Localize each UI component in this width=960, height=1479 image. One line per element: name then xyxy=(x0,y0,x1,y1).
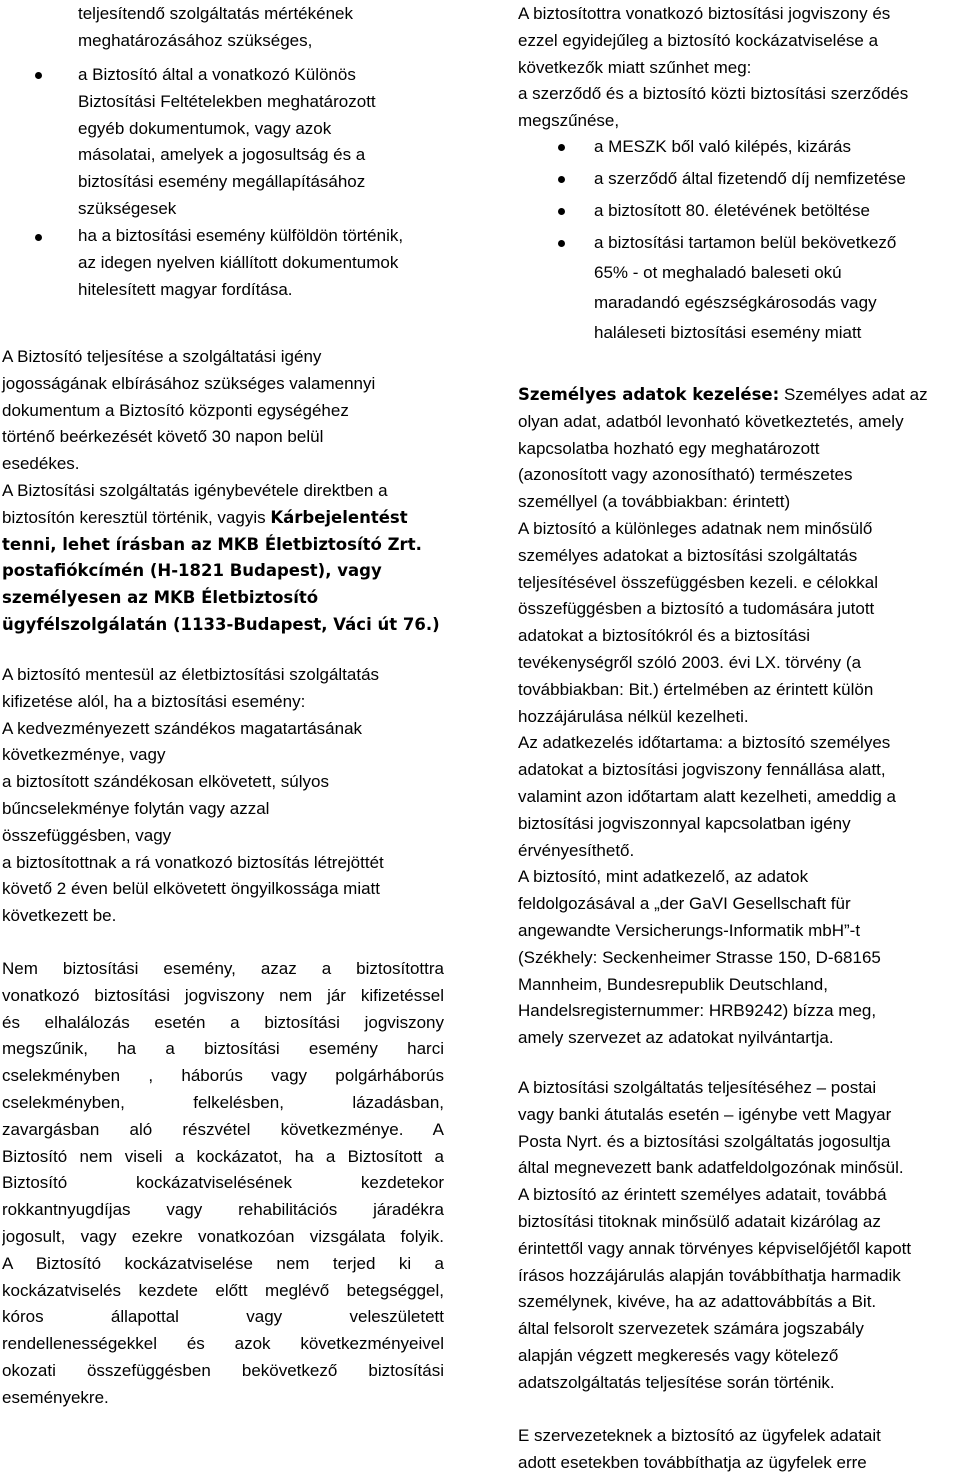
text-line: megszűnése, xyxy=(518,111,620,131)
text-line: következménye, vagy xyxy=(2,745,166,765)
text-line: A kedvezményezett szándékos magatartásának xyxy=(2,718,363,738)
text-line: adatokat a biztosítókról és a biztosítási xyxy=(518,626,810,646)
text-line: által felsorolt szervezetek számára jogszabály xyxy=(518,1319,864,1339)
text-line: A biztosító az érintett személyes adatait, továbbá xyxy=(518,1185,887,1205)
text-line: A biztosító, mint adatkezelő, az adatok xyxy=(518,867,809,887)
text-line: a biztosított 80. életévének betöltése xyxy=(594,201,870,220)
bullet-icon xyxy=(35,72,42,79)
text-line: adatokat a biztosítási jogviszony fennállása alatt, xyxy=(518,760,886,780)
text-line: kifizetése alól, ha a biztosítási esemény: xyxy=(2,691,306,711)
text-line: maradandó egészségkárosodás vagy xyxy=(594,293,877,312)
text-line: Handelsregisternummer: HRB9242) bízza meg, xyxy=(518,1001,877,1021)
bold-text-line: tenni, lehet írásban az MKB Életbiztosító Zrt. xyxy=(2,534,422,554)
text-line: érintettől vagy annak törvényes képviselőjétől kapott xyxy=(518,1238,912,1258)
text-line: angewandte Versicherungs-Informatik mbH”-t xyxy=(518,921,861,940)
text-line: eseményekre. xyxy=(2,1387,109,1407)
text-line: szükségesek xyxy=(78,199,177,218)
text-line: ha a biztosítási esemény külföldön történik, xyxy=(78,226,404,245)
text-line: megszűnik, ha a biztosítási esemény harci xyxy=(2,1039,444,1059)
bold-text-line: személyesen az MKB Életbiztosító xyxy=(2,588,319,608)
bullet-icon xyxy=(558,240,565,247)
text-line: személlyel (a továbbiakban: érintett) xyxy=(518,492,791,512)
text-line: (Székhely: Seckenheimer Strasse 150, D-68165 xyxy=(518,947,881,967)
bold-text-line: postafiókcímén (H-1821 Budapest), vagy xyxy=(2,561,382,581)
text-line: alapján végzett megkeresés vagy kötelező xyxy=(518,1346,839,1365)
left-column xyxy=(0,0,460,1479)
text-line: Biztosító nem viseli a kockázatot, ha a Biztosított a xyxy=(2,1146,444,1166)
bullet-icon xyxy=(35,234,42,241)
text-line: a biztosított szándékosan elkövetett, súlyos xyxy=(2,772,329,792)
text-line: biztosítási titoknak minősülő adatait kizárólag az xyxy=(518,1212,881,1231)
text-line: biztosítási jogviszonnyal kapcsolatban igény xyxy=(518,813,851,833)
text-line: az idegen nyelven kiállított dokumentumok xyxy=(78,252,399,272)
text-line: érvényesíthető. xyxy=(518,840,635,860)
text-line: összefüggésben a biztosító a tudomására jutott xyxy=(518,599,875,619)
text-line: amely szervezet az adatokat nyilvántartja. xyxy=(518,1028,834,1048)
text-line: a szerződő által fizetendő díj nemfizetése xyxy=(594,169,906,188)
text-line: Az adatkezelés időtartama: a biztosító személyes xyxy=(518,733,891,753)
text-line: cselekményben, felkelésben, lázadásban, xyxy=(2,1093,444,1112)
text-line: adatszolgáltatás teljesítése során történik. xyxy=(518,1372,835,1392)
text-line: biztosítási esemény megállapításához xyxy=(78,172,366,192)
text-line: haláleseti biztosítási esemény miatt xyxy=(594,323,862,342)
bold-text-run: Kárbejelentést xyxy=(270,507,408,527)
text-line: bűncselekménye folytán vagy azzal xyxy=(2,799,270,818)
text-line: kockázatviselés kezdete előtt meglévő betegséggel, xyxy=(2,1280,444,1300)
text-line: Biztosítási Feltételekben meghatározott xyxy=(78,91,376,111)
text-line: Biztosító kockázatviselésének kezdetekor xyxy=(2,1173,444,1193)
text-line: következett be. xyxy=(2,906,117,926)
text-line: zavargásban aló részvétel következménye. A xyxy=(2,1119,444,1139)
text-line: rokkantnyugdíjas vagy rehabilitációs járadékra xyxy=(2,1200,444,1220)
text-line: A biztosító mentesül az életbiztosítási szolgáltatás xyxy=(2,665,380,684)
text-line: Nem biztosítási esemény, azaz a biztosítottra xyxy=(2,959,444,978)
text-line: a biztosítási tartamon belül bekövetkező xyxy=(594,233,897,252)
text-line: adott esetekben továbbíthatja az ügyfelek erre xyxy=(518,1452,867,1472)
text-run: Személyes adat az xyxy=(779,385,928,404)
text-line: következők miatt szűnhet meg: xyxy=(518,57,752,77)
bullet-icon xyxy=(558,176,565,183)
text-line: a MESZK ből való kilépés, kizárás xyxy=(594,137,851,156)
text-line: E szervezeteknek a biztosító az ügyfelek adatait xyxy=(518,1426,881,1445)
text-line: a biztosítottnak a rá vonatkozó biztosítás létrejöttét xyxy=(2,852,384,872)
text-line: által megnevezett bank adatfeldolgozónak minősül. xyxy=(518,1158,904,1178)
text-line: hozzájárulása nélkül kezelheti. xyxy=(518,706,749,726)
text-line: vonatkozó biztosítási jogviszony nem jár kifizetéssel xyxy=(2,985,444,1005)
text-line: írásos hozzájárulás alapján továbbíthatja harmadik xyxy=(518,1265,901,1285)
text-line: A Biztosítási szolgáltatás igénybevétele direktben a xyxy=(2,481,388,500)
text-line: követő 2 éven belül elkövetett öngyilkossága miatt xyxy=(2,879,381,899)
text-line: a Biztosító által a vonatkozó Különös xyxy=(78,65,356,84)
text-line: tevékenységről szóló 2003. évi LX. törvény (a xyxy=(518,653,862,672)
bold-text-line: ügyfélszolgálatán (1133-Budapest, Váci út 76.) xyxy=(2,615,440,634)
text-line: (azonosított vagy azonosítható) természetes xyxy=(518,465,853,485)
text-line: kapcsolatba hozható egy meghatározott xyxy=(518,438,820,458)
text-line: A biztosító a különleges adatnak nem minősülő xyxy=(518,519,873,538)
text-line: jogosult, vagy ezekre vonatkozóan vizsgálata folyik. xyxy=(2,1227,444,1246)
text-line: egyéb dokumentumok, vagy azok xyxy=(78,118,332,138)
text-line: esedékes. xyxy=(2,454,80,474)
text-line: A Biztosító teljesítése a szolgáltatási igény xyxy=(2,347,322,366)
text-line: dokumentum a Biztosító központi egységéhez xyxy=(2,400,349,420)
text-line: továbbiakban: Bit.) értelmében az érintett külön xyxy=(518,679,874,699)
right-column xyxy=(518,0,960,1479)
text-line: meghatározásához szükséges, xyxy=(78,30,313,50)
text-line: kóros állapottal vagy veleszületett xyxy=(2,1307,444,1327)
text-line: olyan adat, adatból levonható következtetés, amely xyxy=(518,411,904,431)
text-line: teljesítésével összefüggésben kezeli. e célokkal xyxy=(518,572,879,592)
text-line: feldolgozásával a „der GaVI Gesellschaft für xyxy=(518,894,851,914)
text-line: teljesítendő szolgáltatás mértékének xyxy=(78,4,353,23)
text-line: A biztosítottra vonatkozó biztosítási jogviszony és xyxy=(518,4,891,23)
text-line: összefüggésben, vagy xyxy=(2,825,172,845)
text-line: személynek, kivéve, ha az adattovábbítás a Bit. xyxy=(518,1292,877,1312)
text-line: jogosságának elbírásához szükséges valamennyi xyxy=(2,373,376,393)
text-line: okozati összefüggésben bekövetkező biztosítási xyxy=(2,1361,444,1380)
text-run: biztosítón keresztül történik, vagyis xyxy=(2,507,271,527)
text-line: vagy banki átutalás esetén – igénybe vett Magyar xyxy=(518,1104,892,1124)
bullet-icon xyxy=(558,144,565,151)
text-line: Posta Nyrt. és a biztosítási szolgáltatás jogosultja xyxy=(518,1131,891,1151)
text-line: valamint azon időtartam alatt kezelheti, ameddig a xyxy=(518,787,896,806)
section-heading: Személyes adatok kezelése: xyxy=(518,385,780,404)
text-line: Mannheim, Bundesrepublik Deutschland, xyxy=(518,974,828,994)
text-line: 65% - ot meghaladó baleseti okú xyxy=(594,263,842,282)
text-line: ezzel egyidejűleg a biztosító kockázatviselése a xyxy=(518,30,879,50)
text-line: és elhalálozás esetén a biztosítási jogviszony xyxy=(2,1012,444,1032)
text-line: rendellenességekkel és azok következményeivel xyxy=(2,1334,444,1354)
section-heading-line xyxy=(518,383,928,407)
text-line: hitelesített magyar fordítása. xyxy=(78,279,293,299)
text-line: a szerződő és a biztosító közti biztosítási szerződés xyxy=(518,84,909,104)
text-line: A biztosítási szolgáltatás teljesítéséhez – postai xyxy=(518,1078,877,1097)
text-line: történő beérkezését követő 30 napon belül xyxy=(2,427,324,447)
text-line: cselekményben , háborús vagy polgárháborús xyxy=(2,1066,444,1086)
text-line: személyes adatokat a biztosítási szolgáltatás xyxy=(518,545,858,565)
text-line: A Biztosító kockázatviselése nem terjed ki a xyxy=(2,1253,444,1273)
text-line: másolatai, amelyek a jogosultság és a xyxy=(78,145,366,165)
bullet-icon xyxy=(558,208,565,215)
text-line xyxy=(2,506,408,530)
